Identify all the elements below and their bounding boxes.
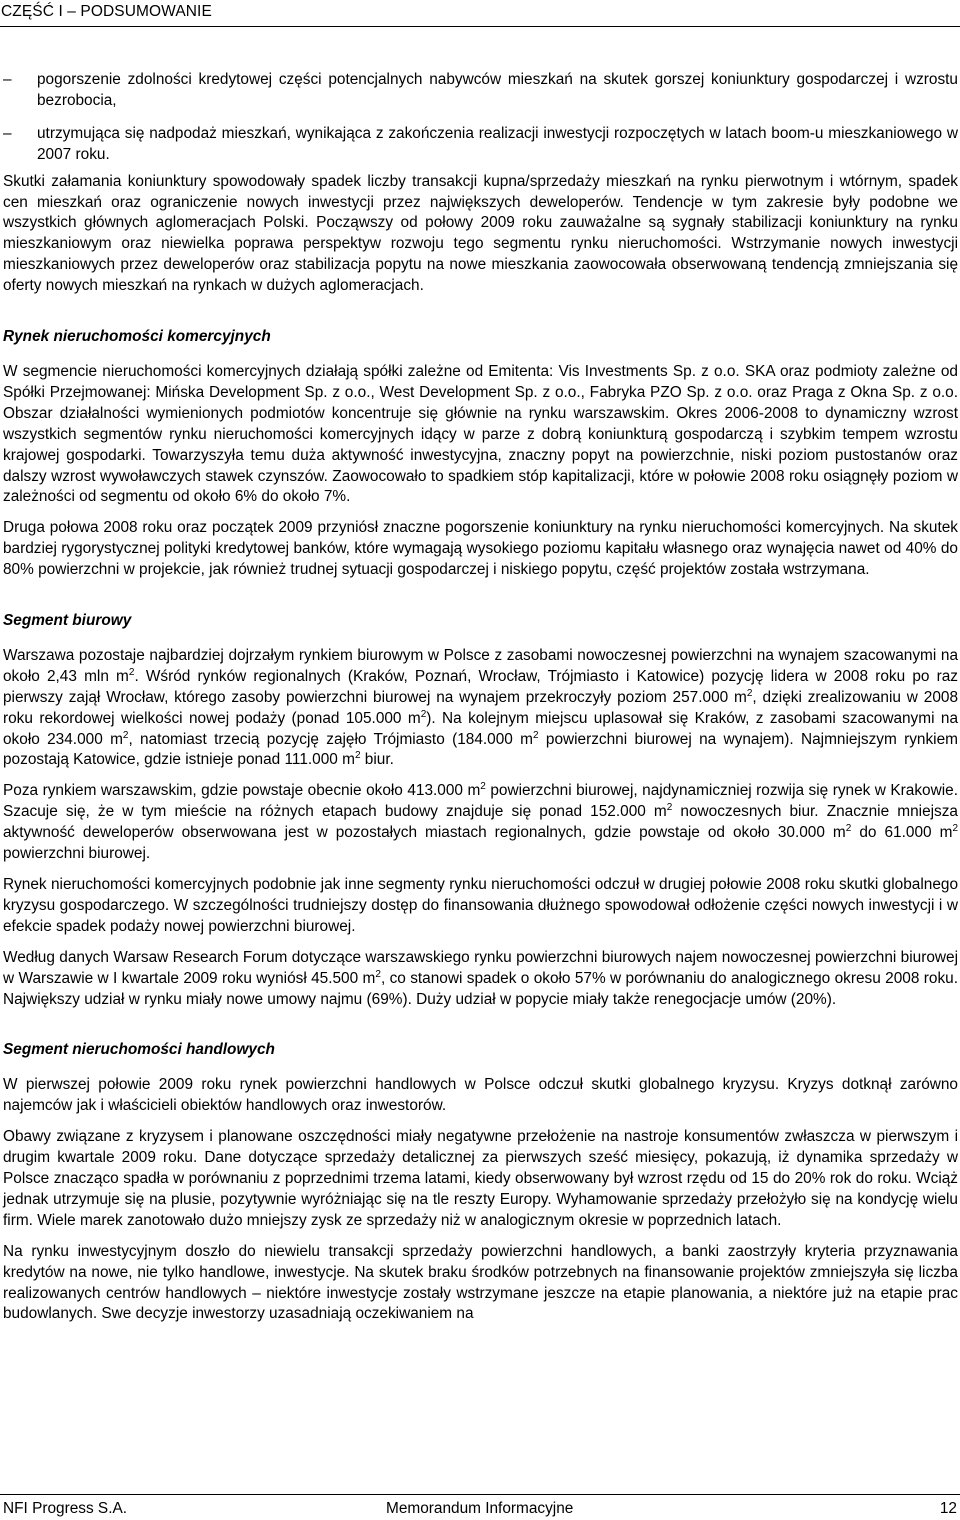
header-rule [0,26,960,27]
document-body [3,70,958,1325]
list-dash: – [3,71,12,88]
footer-document-title: Memorandum Informacyjne [386,1500,574,1517]
list-item-text: utrzymująca się nadpodaż mieszkań, wynikająca z zakończenia realizacji inwestycji rozpoczętych w latach boom-u mieszkaniowego w 2007 roku. [37,124,958,163]
paragraph-handlowy-1: W pierwszej połowie 2009 roku rynek powierzchni handlowych w Polsce odczuł skutki globalnego kryzysu. Kryzys dotknął zarówno najemców jak i właścicieli obiektów handlowych oraz inwestorów. [3,1076,958,1115]
paragraph-handlowy-2: Obawy związane z kryzysem i planowane oszczędności miały negatywne przełożenie na nastroje konsumentów zwłaszcza w pierwszym i drugim kwartale 2009 roku. Dane dotyczące sprzedaży detalicznej za pierwszych sześć miesięcy, pokazują, iż dynamika sprzedaży w Polsce znacząco spadła w porównaniu z poprzednimi trzema latami, kiedy obserwowany był wzrost rzędu od 15 do 20% rok do roku. Wciąż jednak utrzymuje się na plusie, pozytywnie wyróżniając się na tle reszty Europy. Wyhamowanie sprzedaży przełożyło się na kondycję wielu firm. Wiele marek zanotowało dużo mniejszy zysk ze sprzedaży niż w analogicznym okresie w poprzednich latach. [3,1128,958,1229]
paragraph-handlowy-3: Na rynku inwestycyjnym doszło do niewielu transakcji sprzedaży powierzchni handlowych, a banki zaostrzyły kryteria przyznawania kredytów na nowe, nie tylko handlowe, inwestycje. Na skutek braku środków potrzebnych na finansowanie projektów zmniejszyła się liczba realizowanych centrów handlowych – niektóre inwestycje zostały wstrzymane jeszcze na etapie planowania, a niektóre już na etapie prac budowlanych. Swe decyzje inwestorzy uzasadniają oczekiwaniem na [3,1242,958,1323]
paragraph-skutki: Skutki załamania koniunktury spowodowały spadek liczby transakcji kupna/sprzedaży mieszkań na rynku pierwotnym i wtórnym, spadek cen mieszkań oraz ograniczenie nowych inwestycji przez największych deweloperów. Tendencje w tym zakresie były podobne we wszystkich głównych aglomeracjach Polski. Począwszy od połowy 2009 roku zauważalne są sygnały stabilizacji koniunktury na rynku mieszkaniowym oraz niewielka poprawa perspektyw rozwoju tego segmentu rynku nieruchomości. Wstrzymanie nowych inwestycji mieszkaniowych przez deweloperów oraz stabilizacja popytu na nowe mieszkania zaowocowała obserwowaną tendencją zmniejszania się oferty nowych mieszkań na rynkach w dużych aglomeracjach. [3,172,958,295]
list-item [3,70,958,112]
paragraph-komercyjny-2: Druga połowa 2008 roku oraz początek 2009 przyniósł znaczne pogorszenie koniunktury na rynku nieruchomości komercyjnych. Na skutek bardziej rygorystycznej polityki kredytowej banków, które wymagają wysokiego poziomu kapitału własnego oraz wynajęcia nawet od 40% do 80% powierzchni w projekcie, jak również trudnej sytuacji gospodarczej i niskiego popytu, część projektów została wstrzymana. [3,519,958,579]
paragraph-biurowy-1: Warszawa pozostaje najbardziej dojrzałym rynkiem biurowym w Polsce z zasobami nowoczesnej powierzchni na wynajem szacowanymi na około 2,43 mln $m^2$. Wśród rynków regionalnych (Kraków, Poznań, Wrocław, Trójmiasto i Katowice) pozycję lidera w 2008 roku po raz pierwszy zajął Wrocław, którego zasoby powierzchni biurowej na wynajem przekroczyły poziom 257.000 $m^2$, dzięki zrealizowaniu w 2008 roku rekordowej wielkości nowej podaży (ponad 105.000 $m^2$). Na kolejnym miejscu uplasował się Kraków, z zasobami szacowanymi na około 234.000 $m^2$, natomiast trzecią pozycję zajęło Trójmiasto (184.000 $m^2$ powierzchni biurowej na wynajem). Najmniejszym rynkiem pozostają Katowice, gdzie istnieje ponad 111.000 $m^2$ biur. [3,646,958,769]
heading-segment-biurowy: Segment biurowy [3,612,132,630]
page-footer [0,1480,960,1520]
page-number: 12 [939,1500,957,1517]
heading-rynek-komercyjny: Rynek nieruchomości komercyjnych [3,328,271,346]
section-title: CZĘŚĆ I – PODSUMOWANIE [1,3,212,20]
list-item [3,124,958,166]
page-header [0,0,960,30]
footer-company: NFI Progress S.A. [3,1500,128,1517]
footer-rule [0,1494,960,1495]
heading-segment-handlowy: Segment nieruchomości handlowych [3,1041,275,1059]
paragraph-komercyjny-1: W segmencie nieruchomości komercyjnych działają spółki zależne od Emitenta: Vis Investments Sp. z o.o. SKA oraz podmioty zależne od Spółki Przejmowanej: Mińska Development Sp. z o.o., West Development Sp. z o.o., Fabryka PZO Sp. z o.o. oraz Praga z Okna Sp. z o.o. Obszar działalności wymienionych podmiotów koncentruje się głównie na rynku warszawskim. Okres 2006-2008 to dynamiczny wzrost wszystkich segmentów rynku nieruchomości komercyjnych idący w parze z dobrą koniunkturą gospodarczą i szybkim tempem wzrostu krajowej gospodarki. Towarzyszyła temu duża aktywność inwestycyjna, znaczny popyt na powierzchnie, niski poziom pustostanów oraz dalszy wzrost wywoławczych stawek czynszów. Zaowocowało to spadkiem stóp kapitalizacji, które w połowie 2008 roku osiągnęły poziom w zależności od segmentu od około 6% do około 7%. [3,362,958,506]
paragraph-biurowy-4: Według danych Warsaw Research Forum dotyczące warszawskiego rynku powierzchni biurowych najem nowoczesnej powierzchni biurowej w Warszawie w I kwartale 2009 roku wyniósł 45.500 $m^2$, co stanowi spadek o około 57% w porównaniu do analogicznego okresu 2008 roku. Największy udział w rynku miały nowe umowy najmu (69%). Duży udział w popycie miały także renegocjacje umów (20%). [3,948,958,1008]
paragraph-biurowy-3: Rynek nieruchomości komercyjnych podobnie jak inne segmenty rynku nieruchomości odczuł w drugiej połowie 2008 roku skutki globalnego kryzysu gospodarczego. W szczególności trudniejszy dostęp do finansowania dłużnego spowodował odłożenie części nowych inwestycji i w efekcie spadek podaży nowej powierzchni biurowej. [3,876,958,935]
list-dash: – [3,124,12,142]
paragraph-biurowy-2: Poza rynkiem warszawskim, gdzie powstaje obecnie około 413.000 $m^2$ powierzchni biurowej, najdynamiczniej rozwija się rynek w Krakowie. Szacuje się, że w tym mieście na różnych etapach budowy znajduje się ponad 152.000 $m^2$ nowoczesnych biur. Znacznie mniejsza aktywność deweloperów obserwowana jest w pozostałych miastach regionalnych, gdzie powstaje od około 30.000 $m^2$ do 61.000 $m^2$ powierzchni biurowej. [3,781,958,863]
list-item-text: pogorszenie zdolności kredytowej części potencjalnych nabywców mieszkań na skutek gorszej koniunktury gospodarczej i wzrostu bezrobocia, [37,71,958,109]
